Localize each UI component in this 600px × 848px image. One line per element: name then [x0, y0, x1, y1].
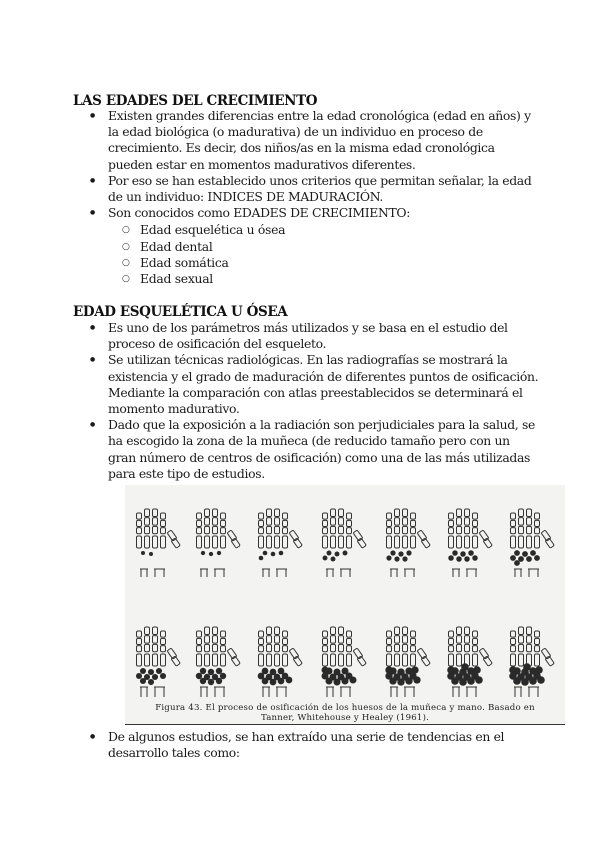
- hand-xray-sketch: [323, 509, 367, 577]
- hand-xray-sketch: [322, 627, 367, 697]
- figure-caption: [125, 703, 565, 723]
- list-item-text: Se utilizan técnicas radiológicas. En las radiografías se mostrará la existencia y el grado de maduración de diferentes puntos de osificación. Mediante la comparación con atlas preestablecidos se determinará el momento madurativo.: [108, 352, 539, 417]
- figure-caption-line-1: Figura 43. El proceso de osificación de los huesos de la muñeca y mano. Basado en: [155, 703, 535, 713]
- list-item-text: Por eso se han establecido unos criterios que permitan señalar, la edad de un individuo: INDICES DE MADURACIÓN.: [108, 172, 532, 205]
- sub-list-item: ○ Edad somática: [122, 255, 540, 271]
- sub-list-item: ○ Edad sexual: [122, 271, 540, 287]
- hand-xray-row-bottom: [125, 617, 565, 697]
- hand-xray-sketch: [137, 509, 181, 577]
- list-item-text: De algunos estudios, se han extraído una serie de tendencias en el desarrollo tales como:: [108, 729, 505, 761]
- hand-xray-sketch: [386, 509, 430, 577]
- ossification-figure: [125, 485, 565, 725]
- bullet-list-edades: [90, 108, 540, 287]
- hand-xray-sketch: [196, 627, 241, 697]
- list-item-text: Dado que la exposición a la radiación son perjudiciales para la salud, se ha escogido la zona de la muñeca (de reducido tamaño pero con un gran número de centros de osificación) como una de las más utilizadas para este tipo de estudios.: [108, 417, 535, 481]
- hand-xray-row-top: [125, 491, 565, 577]
- list-item: [90, 352, 540, 417]
- hand-xray-sketch: [385, 627, 430, 697]
- list-item: [90, 205, 540, 287]
- hand-xray-sketch: [448, 509, 492, 577]
- bullet-list-tendencias: [90, 729, 540, 761]
- sub-list-item: ○ Edad esquelética u ósea: [122, 222, 540, 238]
- hand-xray-sketch: [136, 627, 180, 697]
- section-title-edad-osea: EDAD ESQUELÉTICA U ÓSEA: [73, 304, 288, 320]
- hand-xray-sketch: [259, 509, 303, 577]
- figure-rule: [125, 724, 565, 725]
- list-item-text: Existen grandes diferencias entre la edad cronológica (edad en años) y la edad biológica (o madurativa) de un individuo en proceso de crecimiento. Es decir, dos niños/as en la misma edad cronológica pueden estar en momentos madurativos diferentes.: [108, 108, 531, 172]
- hand-xray-sketch: [447, 627, 492, 697]
- hand-xray-sketch: [258, 627, 303, 697]
- hand-xray-sketch: [509, 627, 554, 697]
- bullet-list-edad-osea: [90, 320, 540, 482]
- list-item: [90, 417, 540, 482]
- list-item-text: Son conocidos como EDADES DE CRECIMIENTO:: [108, 205, 411, 221]
- figure-caption-line-2: Tanner, Whitehouse y Healey (1961).: [260, 713, 430, 723]
- list-item: [90, 729, 540, 761]
- hand-xray-sketch: [197, 509, 241, 577]
- list-item: [90, 173, 540, 205]
- sub-list-edades: [122, 222, 540, 287]
- list-item: [90, 108, 540, 173]
- sub-list-item: ○ Edad dental: [122, 239, 540, 255]
- list-item-text: Es uno de los parámetros más utilizados y se basa en el estudio del proceso de osificación del esqueleto.: [108, 320, 508, 352]
- hand-xray-sketch: [510, 509, 554, 577]
- section-title-edades: LAS EDADES DEL CRECIMIENTO: [73, 93, 318, 109]
- list-item: [90, 320, 540, 352]
